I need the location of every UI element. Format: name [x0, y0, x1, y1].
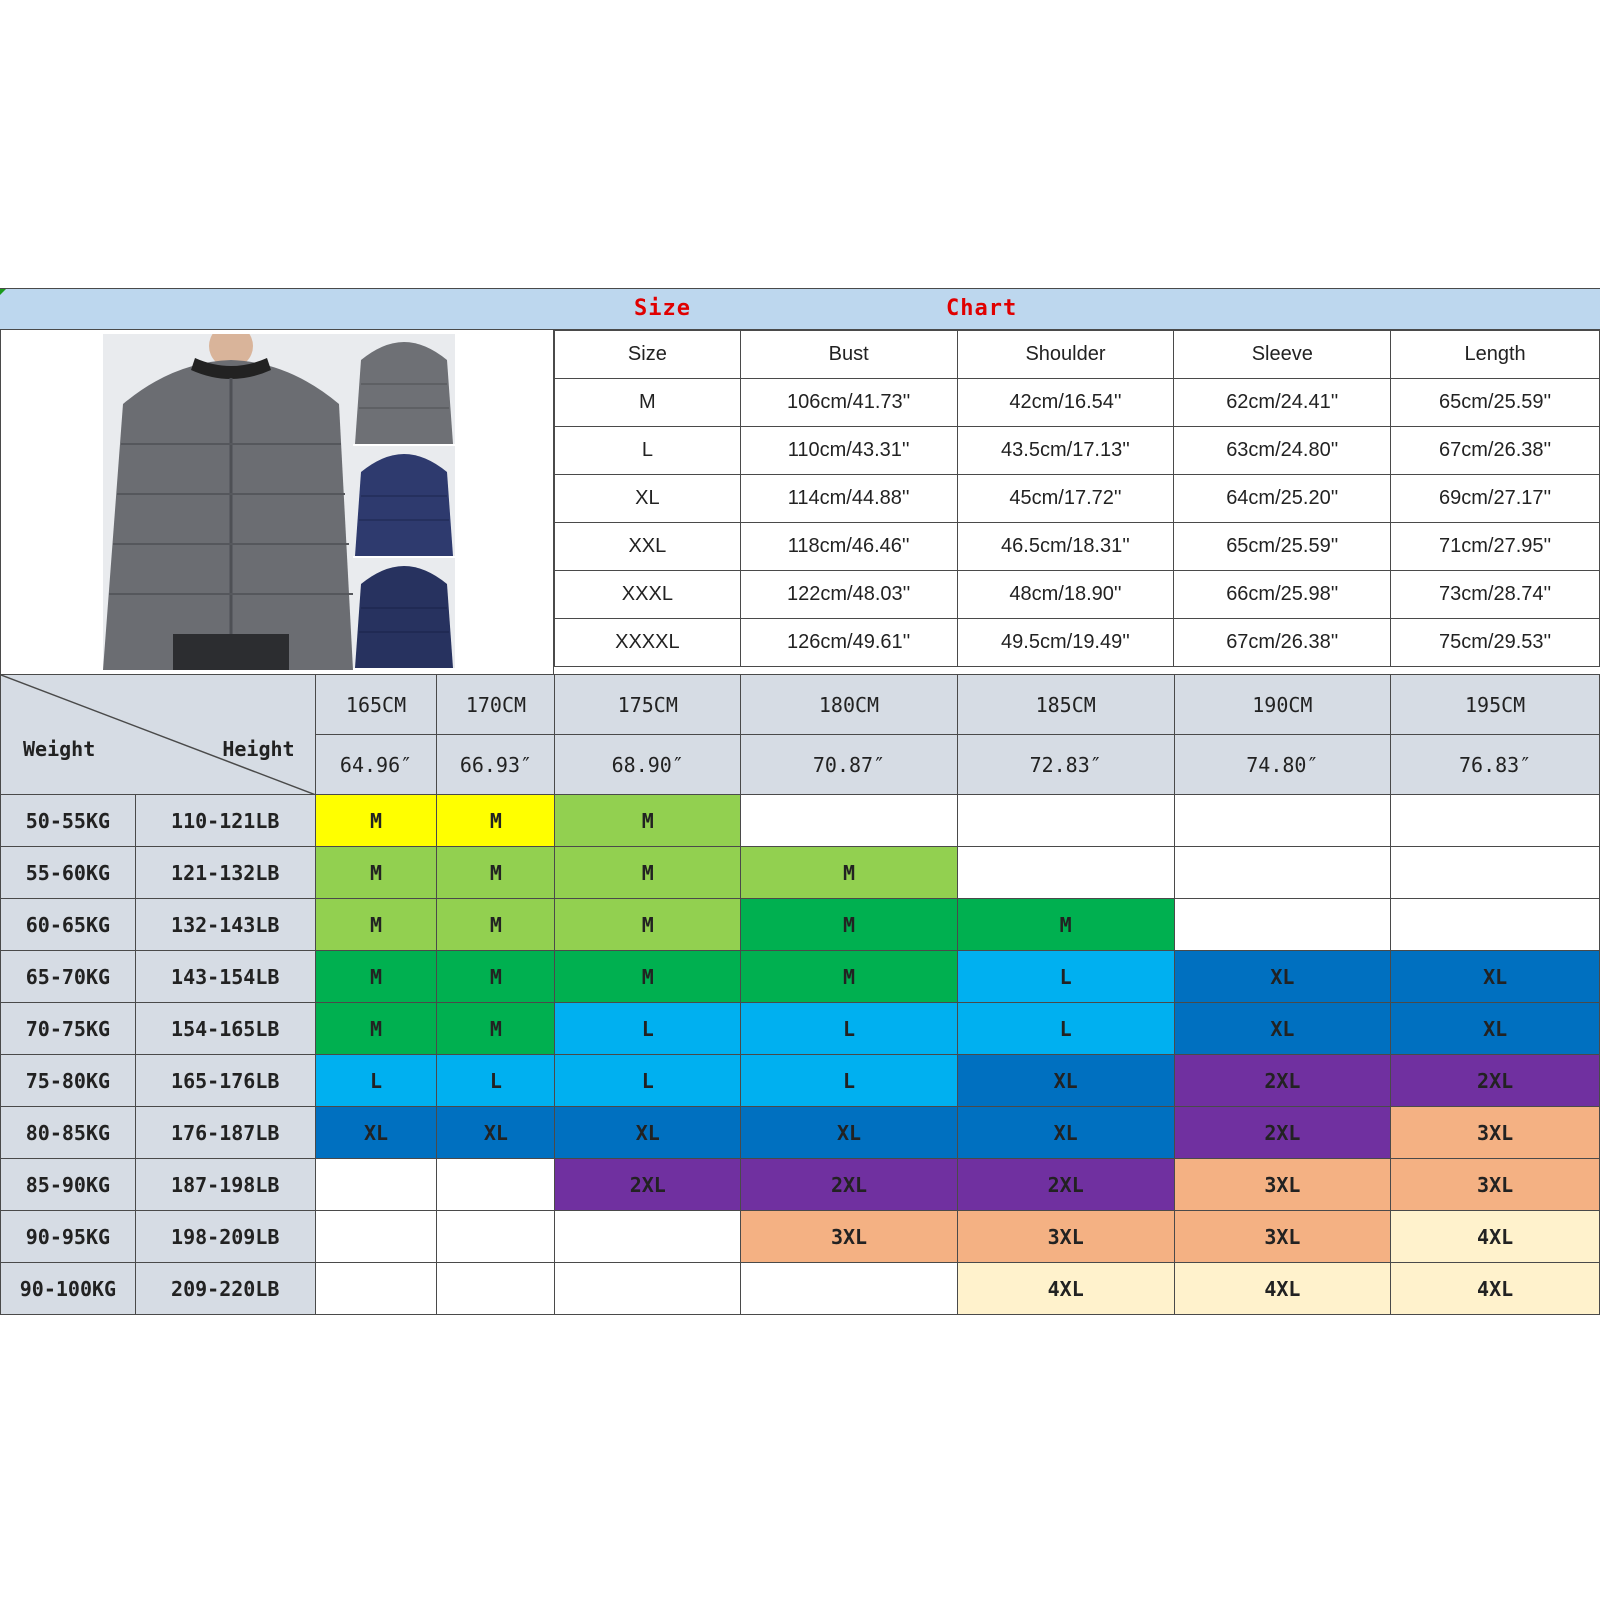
- height-cm-header: 180CM: [741, 675, 958, 735]
- recommended-size: M: [957, 899, 1174, 951]
- measurement-row: [555, 475, 1600, 523]
- measurement-value: 122cm/48.03'': [740, 571, 957, 619]
- recommended-size: L: [555, 1003, 741, 1055]
- recommended-size: 2XL: [957, 1159, 1174, 1211]
- height-cm-header: 170CM: [437, 675, 555, 735]
- recommended-size: L: [741, 1055, 958, 1107]
- recommended-size: M: [315, 899, 437, 951]
- recommended-size: [437, 1211, 555, 1263]
- recommended-size: 3XL: [741, 1211, 958, 1263]
- weight-kg: 65-70KG: [1, 951, 136, 1003]
- measurement-value: 71cm/27.95'': [1391, 523, 1600, 571]
- weight-lb: 143-154LB: [135, 951, 315, 1003]
- recommended-size: 3XL: [1174, 1159, 1391, 1211]
- recommended-size: [1174, 795, 1391, 847]
- recommended-size: M: [741, 899, 958, 951]
- weight-row: [1, 795, 1600, 847]
- weight-lb: 154-165LB: [135, 1003, 315, 1055]
- measurement-row: [555, 523, 1600, 571]
- recommended-size: [437, 1263, 555, 1315]
- recommended-size: [1391, 847, 1600, 899]
- measurement-value: 42cm/16.54'': [957, 379, 1174, 427]
- measurement-value: 73cm/28.74'': [1391, 571, 1600, 619]
- recommended-size: L: [957, 951, 1174, 1003]
- recommended-size: M: [741, 847, 958, 899]
- height-in-header: 64.96″: [315, 735, 437, 795]
- product-photos: [0, 330, 554, 674]
- recommended-size: 4XL: [1391, 1263, 1600, 1315]
- recommended-size: M: [555, 847, 741, 899]
- measurement-value: 75cm/29.53'': [1391, 619, 1600, 667]
- recommended-size: [957, 795, 1174, 847]
- size-label: M: [555, 379, 741, 427]
- recommended-size: L: [437, 1055, 555, 1107]
- measurement-value: 66cm/25.98'': [1174, 571, 1391, 619]
- measurement-row: [555, 427, 1600, 475]
- weight-row: [1, 1107, 1600, 1159]
- measurement-row: [555, 379, 1600, 427]
- recommended-size: M: [437, 795, 555, 847]
- height-in-header: 76.83″: [1391, 735, 1600, 795]
- weight-lb: 165-176LB: [135, 1055, 315, 1107]
- measurement-header: Length: [1391, 331, 1600, 379]
- weight-lb: 176-187LB: [135, 1107, 315, 1159]
- recommended-size: 4XL: [1391, 1211, 1600, 1263]
- weight-kg: 80-85KG: [1, 1107, 136, 1159]
- measurement-value: 48cm/18.90'': [957, 571, 1174, 619]
- recommended-size: 3XL: [957, 1211, 1174, 1263]
- recommended-size: M: [741, 951, 958, 1003]
- weight-row: [1, 1159, 1600, 1211]
- recommended-size: M: [555, 951, 741, 1003]
- measurement-header: Bust: [740, 331, 957, 379]
- recommended-size: M: [315, 951, 437, 1003]
- measurement-header: Size: [555, 331, 741, 379]
- recommended-size: M: [555, 899, 741, 951]
- recommended-size: [437, 1159, 555, 1211]
- recommended-size: XL: [1391, 951, 1600, 1003]
- recommended-size: L: [555, 1055, 741, 1107]
- recommended-size: 3XL: [1391, 1159, 1600, 1211]
- recommended-size: XL: [437, 1107, 555, 1159]
- jacket-thumb-navy: [353, 446, 455, 556]
- measurement-value: 46.5cm/18.31'': [957, 523, 1174, 571]
- measurement-value: 64cm/25.20'': [1174, 475, 1391, 523]
- recommended-size: M: [437, 951, 555, 1003]
- weight-row: [1, 1003, 1600, 1055]
- height-in-header: 74.80″: [1174, 735, 1391, 795]
- measurement-value: 65cm/25.59'': [1391, 379, 1600, 427]
- weight-kg: 55-60KG: [1, 847, 136, 899]
- measurement-value: 65cm/25.59'': [1174, 523, 1391, 571]
- measurement-table: [554, 330, 1600, 667]
- height-cm-header: 185CM: [957, 675, 1174, 735]
- recommended-size: [741, 1263, 958, 1315]
- measurement-row: [555, 619, 1600, 667]
- measurement-value: 49.5cm/19.49'': [957, 619, 1174, 667]
- weight-kg: 90-95KG: [1, 1211, 136, 1263]
- recommended-size: L: [957, 1003, 1174, 1055]
- size-label: L: [555, 427, 741, 475]
- weight-kg: 50-55KG: [1, 795, 136, 847]
- title-size: Size: [634, 296, 691, 321]
- recommended-size: [555, 1263, 741, 1315]
- recommended-size: [315, 1159, 437, 1211]
- weight-kg: 75-80KG: [1, 1055, 136, 1107]
- recommended-size: 3XL: [1174, 1211, 1391, 1263]
- measurement-header: Shoulder: [957, 331, 1174, 379]
- height-cm-header: 165CM: [315, 675, 437, 735]
- recommended-size: XL: [1174, 1003, 1391, 1055]
- recommended-size: [1391, 899, 1600, 951]
- recommended-size: [315, 1263, 437, 1315]
- recommended-size: [957, 847, 1174, 899]
- measurement-value: 114cm/44.88'': [740, 475, 957, 523]
- measurement-row: [555, 571, 1600, 619]
- recommended-size: XL: [741, 1107, 958, 1159]
- weight-lb: 198-209LB: [135, 1211, 315, 1263]
- recommended-size: M: [315, 847, 437, 899]
- corner-mark: [0, 289, 6, 295]
- measurement-value: 106cm/41.73'': [740, 379, 957, 427]
- recommended-size: 2XL: [1174, 1055, 1391, 1107]
- weight-row: [1, 847, 1600, 899]
- measurement-header-row: [555, 331, 1600, 379]
- recommended-size: M: [315, 795, 437, 847]
- weight-lb: 110-121LB: [135, 795, 315, 847]
- measurement-value: 110cm/43.31'': [740, 427, 957, 475]
- measurement-value: 118cm/46.46'': [740, 523, 957, 571]
- recommended-size: 2XL: [1174, 1107, 1391, 1159]
- measurement-value: 45cm/17.72'': [957, 475, 1174, 523]
- size-label: XXXXL: [555, 619, 741, 667]
- height-in-header: 70.87″: [741, 735, 958, 795]
- height-in-header: 66.93″: [437, 735, 555, 795]
- weight-height-corner: [1, 675, 316, 795]
- weight-row: [1, 1263, 1600, 1315]
- recommended-size: M: [437, 1003, 555, 1055]
- recommended-size: [1174, 899, 1391, 951]
- weight-row: [1, 899, 1600, 951]
- weight-row: [1, 1055, 1600, 1107]
- height-in-header: 72.83″: [957, 735, 1174, 795]
- weight-lb: 132-143LB: [135, 899, 315, 951]
- recommended-size: XL: [957, 1055, 1174, 1107]
- measurement-value: 69cm/27.17'': [1391, 475, 1600, 523]
- measurement-value: 43.5cm/17.13'': [957, 427, 1174, 475]
- weight-row: [1, 951, 1600, 1003]
- recommended-size: [315, 1211, 437, 1263]
- recommended-size: 3XL: [1391, 1107, 1600, 1159]
- weight-kg: 70-75KG: [1, 1003, 136, 1055]
- jacket-thumb-navy-back: [353, 558, 455, 668]
- jacket-main-photo: [103, 334, 353, 670]
- weight-row: [1, 1211, 1600, 1263]
- recommended-size: [741, 795, 958, 847]
- recommended-size: XL: [315, 1107, 437, 1159]
- measurement-value: 67cm/26.38'': [1391, 427, 1600, 475]
- measurement-header: Sleeve: [1174, 331, 1391, 379]
- weight-kg: 90-100KG: [1, 1263, 136, 1315]
- size-label: XL: [555, 475, 741, 523]
- weight-kg: 60-65KG: [1, 899, 136, 951]
- weight-kg: 85-90KG: [1, 1159, 136, 1211]
- size-label: XXL: [555, 523, 741, 571]
- recommended-size: L: [741, 1003, 958, 1055]
- measurement-value: 63cm/24.80'': [1174, 427, 1391, 475]
- height-label: Height: [222, 737, 295, 761]
- height-cm-header: 190CM: [1174, 675, 1391, 735]
- height-cm-row: [1, 675, 1600, 735]
- weight-label: Weight: [23, 737, 96, 761]
- recommended-size: 4XL: [1174, 1263, 1391, 1315]
- recommended-size: [555, 1211, 741, 1263]
- recommended-size: [1174, 847, 1391, 899]
- title-chart: Chart: [946, 296, 1018, 321]
- size-recommendation-grid: [0, 674, 1600, 1315]
- recommended-size: M: [315, 1003, 437, 1055]
- recommended-size: M: [437, 899, 555, 951]
- jacket-thumb-grey: [353, 334, 455, 444]
- weight-lb: 187-198LB: [135, 1159, 315, 1211]
- weight-lb: 209-220LB: [135, 1263, 315, 1315]
- size-label: XXXL: [555, 571, 741, 619]
- recommended-size: [1391, 795, 1600, 847]
- recommended-size: 2XL: [1391, 1055, 1600, 1107]
- height-cm-header: 175CM: [555, 675, 741, 735]
- height-cm-header: 195CM: [1391, 675, 1600, 735]
- weight-lb: 121-132LB: [135, 847, 315, 899]
- recommended-size: 4XL: [957, 1263, 1174, 1315]
- measurement-value: 126cm/49.61'': [740, 619, 957, 667]
- measurement-value: 62cm/24.41'': [1174, 379, 1391, 427]
- measurement-value: 67cm/26.38'': [1174, 619, 1391, 667]
- recommended-size: L: [315, 1055, 437, 1107]
- recommended-size: XL: [1174, 951, 1391, 1003]
- recommended-size: XL: [957, 1107, 1174, 1159]
- diagonal-divider: [1, 675, 316, 795]
- recommended-size: 2XL: [741, 1159, 958, 1211]
- recommended-size: XL: [555, 1107, 741, 1159]
- recommended-size: M: [555, 795, 741, 847]
- recommended-size: XL: [1391, 1003, 1600, 1055]
- recommended-size: 2XL: [555, 1159, 741, 1211]
- title-bar: [0, 288, 1600, 330]
- recommended-size: M: [437, 847, 555, 899]
- height-in-header: 68.90″: [555, 735, 741, 795]
